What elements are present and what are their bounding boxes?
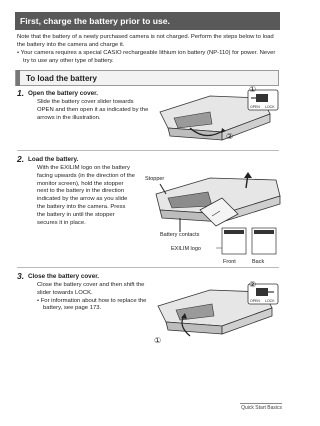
- step-3-number: 3.: [17, 271, 25, 281]
- step-3-text: [37, 282, 149, 313]
- step-1-illustration: [150, 84, 282, 146]
- lock-label: LOCK: [265, 299, 275, 303]
- intro-text: [17, 33, 283, 65]
- step-3-illustration: [150, 280, 282, 340]
- divider: [17, 267, 279, 268]
- callout-1: ①: [249, 85, 257, 94]
- step-3-body: Close the battery cover and then shift the slider towards LOCK.: [37, 282, 145, 296]
- open-label: OPEN: [250, 105, 260, 109]
- battery-contacts-label: Battery contacts: [160, 232, 200, 238]
- footer-rule: [240, 403, 282, 404]
- footer-text: Quick Start Basics: [241, 405, 282, 411]
- stopper-label: Stopper: [145, 176, 165, 182]
- callout-2: ②: [249, 280, 257, 289]
- step-1-text: Slide the battery cover slider towards OPEN and then open it as indicated by the arrows in the illustration.: [37, 99, 149, 121]
- step-2-text: With the EXILIM logo on the battery facing upwards (in the direction of the monitor screen), hold the stopper next to the battery in the direction indicated by the arrow as you slide the battery into the camera. Press the battery in until the stopper secures it in place.: [37, 165, 135, 226]
- subsection-title: To load the battery: [15, 70, 279, 86]
- front-label: Front: [223, 259, 236, 265]
- battery-front-back-illustration: [218, 226, 280, 256]
- exilim-logo-label: EXILIM logo: [171, 246, 201, 252]
- callout-1: ①: [154, 336, 162, 345]
- section-title: First, charge the battery prior to use.: [15, 12, 280, 30]
- divider: [17, 150, 279, 151]
- step-2-number: 2.: [17, 154, 25, 164]
- back-label: Back: [252, 259, 265, 265]
- step-3-title: Close the battery cover.: [28, 273, 100, 280]
- step-1-title: Open the battery cover.: [28, 90, 98, 97]
- lock-label: LOCK: [265, 105, 275, 109]
- callout-2: ②: [226, 132, 234, 141]
- open-label: OPEN: [250, 299, 260, 303]
- step-3-bullet: • For information about how to replace the battery, see page 173.: [37, 297, 147, 312]
- intro-bullet: • Your camera requires a special CASIO rechargeable lithium ion battery (NP-110) for power. Never try to use any other type of battery.: [17, 50, 276, 64]
- step-2-title: Load the battery.: [28, 156, 79, 163]
- step-1-number: 1.: [17, 88, 25, 98]
- intro-paragraph: Note that the battery of a newly purchased camera is not charged. Perform the steps below to load the battery into the camera and charge it.: [17, 34, 274, 48]
